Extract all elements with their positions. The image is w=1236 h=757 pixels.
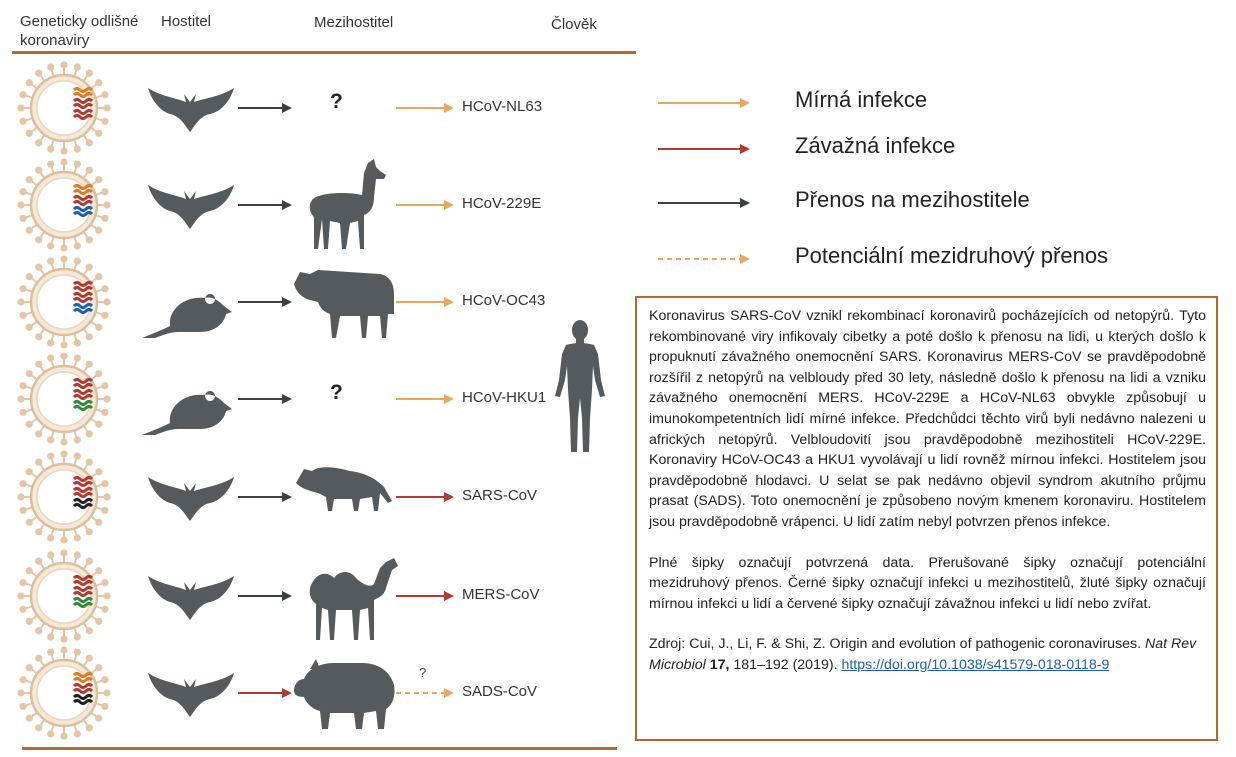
host-arrow-line (236, 586, 294, 606)
host-arrow (236, 292, 294, 312)
rat-icon (140, 266, 240, 338)
unknown-intermediate: ? (330, 90, 343, 113)
virus-row (0, 60, 640, 158)
legend-label: Mírná infekce (795, 87, 928, 112)
virus-row (0, 254, 640, 352)
virus-name: SARS-CoV (462, 487, 538, 504)
source-volume: 17, (709, 656, 730, 673)
legend-arrow (656, 93, 752, 113)
human-arrow-line (394, 195, 456, 215)
header-rule (12, 51, 636, 54)
legend-label: Závažná infekce (795, 133, 956, 158)
bat-icon (140, 560, 240, 632)
virus-name: HCoV-HKU1 (462, 389, 547, 406)
header-intermediate-host: Mezihostitel (314, 14, 394, 31)
camel-icon (290, 548, 400, 644)
legend-arrow (656, 249, 752, 269)
cow-icon (290, 254, 400, 350)
virus-row (0, 645, 640, 743)
virus-row (0, 351, 640, 449)
human-arrow (394, 586, 456, 606)
bottom-rule (22, 747, 617, 750)
host-arrow-line (236, 98, 294, 118)
info-box (635, 296, 1218, 741)
bat-icon (140, 461, 240, 533)
legend-arrow (656, 193, 752, 213)
host-arrow-line (236, 195, 294, 215)
host-arrow-line (236, 683, 294, 703)
header-host: Hostitel (161, 13, 212, 30)
coronavirus-icon (16, 645, 112, 741)
human-arrow (394, 195, 456, 215)
host-arrow-line (236, 389, 294, 409)
host-arrow (236, 195, 294, 215)
coronavirus-icon (16, 449, 112, 545)
host-arrow (236, 487, 294, 507)
legend-item (656, 187, 1216, 217)
host-arrow-line (236, 487, 294, 507)
bat-icon (140, 72, 240, 144)
coronavirus-icon (16, 254, 112, 350)
human-arrow (394, 98, 456, 118)
bat-icon (140, 169, 240, 241)
legend-item (656, 243, 1216, 273)
human-arrow (394, 389, 456, 409)
coronavirus-icon (16, 157, 112, 253)
virus-name: MERS-CoV (462, 586, 540, 603)
virus-name: HCoV-NL63 (462, 98, 543, 115)
legend-item (656, 133, 1216, 163)
legend-label: Potenciální mezidruhový přenos (795, 243, 1109, 268)
human-arrow (394, 487, 456, 507)
source-journal: Nat Rev Microbiol (649, 636, 1197, 673)
virus-row (0, 548, 640, 646)
host-arrow (236, 98, 294, 118)
human-arrow-line (394, 683, 456, 703)
header-genetic-coronaviruses: Geneticky odlišné koronaviry (20, 13, 139, 49)
info-source (649, 634, 1206, 675)
host-arrow (236, 586, 294, 606)
source-pages: 181–192 (2019). (729, 656, 842, 673)
virus-row (0, 157, 640, 255)
legend-arrow (656, 139, 752, 159)
virus-name: HCoV-229E (462, 195, 542, 212)
human-arrow-line (394, 487, 456, 507)
human-arrow-line (394, 389, 456, 409)
bat-icon (140, 657, 240, 729)
source-doi-link[interactable]: https://doi.org/10.1038/s41579-018-0118-9 (841, 656, 1110, 673)
civet-icon (290, 449, 400, 545)
coronavirus-icon (16, 351, 112, 447)
human-arrow-line (394, 292, 456, 312)
potential-transfer-question: ? (419, 665, 427, 680)
alpaca-icon (290, 157, 400, 253)
human-arrow-line (394, 586, 456, 606)
human-arrow (394, 292, 456, 312)
virus-name: HCoV-OC43 (462, 292, 546, 309)
source-prefix: Zdroj: Cui, J., Li, F. & Shi, Z. Origin and evolution of pathogenic coronaviruses. (649, 636, 1146, 653)
host-arrow (236, 389, 294, 409)
host-arrow (236, 683, 294, 703)
human-arrow (394, 683, 456, 703)
coronavirus-icon (16, 60, 112, 156)
info-paragraph-1: Koronavirus SARS-CoV vznikl rekombinací koronavirů pocházejících od netopýrů. Tyto rekombinované viry infikovaly cibetky a poté došlo k přenosu na lidi, u kterých došlo k propuknutí závažného onemocnění SARS. Koronavirus MERS-CoV se pravděpodobně rozšířil z netopýrů na velbloudy před 30 lety, následně došlo k přenosu na lidi a vzniku závažného onemocnění MERS. HCoV-229E a HCoV-NL63 obvykle způsobují u imunokompetentních lidí mírné infekce. Předchůdci těchto virů byli nedávno nalezeni u afrických netopýrů. Velbloudovití jsou pravděpodobně mezihostiteli HCoV-229E. Koronaviry HCoV-OC43 a HKU1 vyvolávají u lidí rovněž mírnou infekci. Hostitelem jsou pravděpodobně hlodavci. U selat se pak nedávno objevil syndrom akutního průjmu prasat (SADS). Toto onemocnění je způsobeno novým kmenem koronaviru. Hostitelem jsou pravděpodobně vrápenci. U lidí zatím nebyl potvrzen přenos infekce. (649, 308, 1206, 530)
coronavirus-icon (16, 548, 112, 644)
header-human: Člověk (551, 16, 597, 33)
legend-item (656, 87, 1216, 117)
virus-name: SADS-CoV (462, 683, 538, 700)
rat-icon (140, 363, 240, 435)
host-arrow-line (236, 292, 294, 312)
info-paragraph-2: Plné šipky označují potvrzená data. Přerušované šipky označují potenciální mezidruhový přenos. Černé šipky označují infekci u mezihostitelů, žluté šipky označují mírnou infekci u lidí a červené šipky označují závažnou infekci u lidí nebo zvířat. (649, 554, 1206, 612)
human-arrow-line (394, 98, 456, 118)
legend-label: Přenos na mezihostitele (795, 187, 1030, 212)
pig-icon (290, 645, 400, 741)
unknown-intermediate: ? (330, 381, 343, 404)
human-icon (552, 318, 608, 458)
virus-row (0, 449, 640, 547)
